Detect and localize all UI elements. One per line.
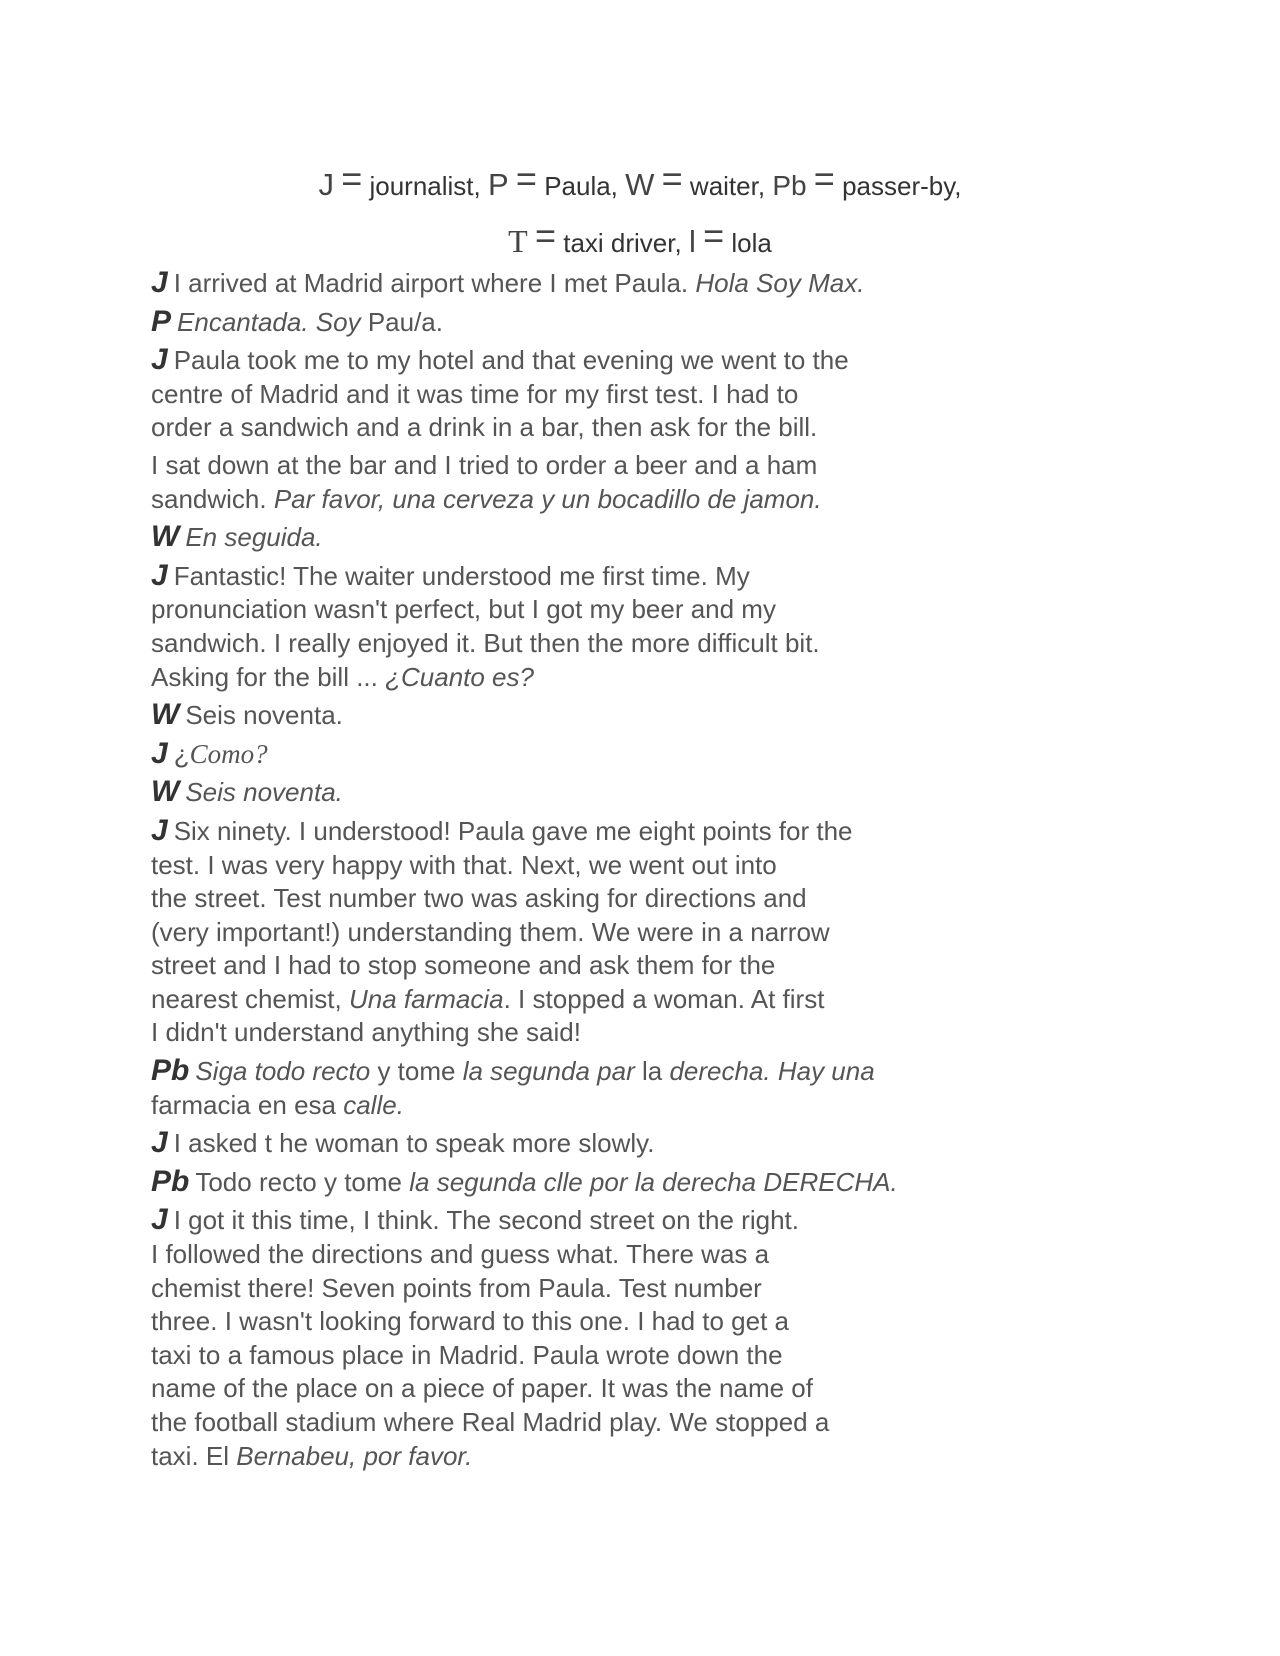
text-line	[151, 411, 1031, 445]
text-run: Seis noventa.	[185, 700, 343, 731]
text-line	[151, 983, 1031, 1017]
text-line	[151, 1054, 1031, 1089]
text-run: I didn't understand anything she said!	[151, 1017, 581, 1048]
speaker-legend-line-2	[0, 215, 1280, 261]
text-line	[151, 1089, 1031, 1123]
dialogue-turn	[151, 449, 1031, 516]
legend-equals: =	[661, 158, 683, 199]
legend-key: T	[508, 223, 528, 259]
text-line	[151, 1272, 1031, 1306]
text-run: chemist there! Seven points from Paula. Test number	[151, 1272, 762, 1303]
text-run: (very important!) understanding them. We were in a narrow	[151, 916, 830, 947]
text-line	[151, 1305, 1031, 1339]
legend-key: P	[488, 167, 509, 202]
speaker-label: Pb	[151, 1054, 190, 1088]
legend-key: Pb	[772, 170, 807, 201]
text-run: ¿	[173, 738, 190, 769]
text-line	[151, 849, 1031, 883]
legend-key: l	[688, 224, 696, 259]
text-run: three. I wasn't looking forward to this one. I had to get a	[151, 1306, 790, 1337]
text-run: Asking for the bill ...	[151, 661, 386, 692]
text-line	[151, 814, 1031, 849]
speaker-label: J	[151, 1203, 168, 1237]
text-line	[151, 916, 1031, 950]
legend-label: waiter,	[689, 171, 766, 201]
spanish-phrase: Siga todo recto	[195, 1056, 371, 1087]
text-run: I arrived at Madrid airport where I met Paula.	[173, 268, 696, 298]
text-line	[151, 1165, 1031, 1200]
spanish-phrase: En seguida.	[185, 522, 323, 553]
text-line	[151, 1238, 1031, 1272]
legend-equals: =	[341, 158, 363, 199]
dialogue-turn	[151, 559, 1031, 694]
text-line	[151, 1339, 1031, 1373]
speaker-label: J	[151, 266, 168, 299]
text-line	[151, 1016, 1031, 1050]
text-run: street and I had to stop someone and ask them for the	[151, 950, 776, 981]
text-run: test. I was very happy with that. Next, we went out into	[151, 849, 777, 880]
dialogue-turn	[151, 775, 1031, 810]
text-line	[151, 1126, 1031, 1161]
dialogue-turn	[151, 1165, 1031, 1200]
legend-equals: =	[703, 215, 725, 256]
text-line	[151, 343, 1031, 378]
spanish-phrase: la segunda par	[462, 1056, 635, 1087]
dialogue-turn	[151, 343, 1031, 445]
text-run: I followed the directions and guess what. There was a	[151, 1239, 770, 1270]
text-run: order a sandwich and a drink in a bar, then ask for the bill.	[151, 412, 818, 443]
text-run: name of the place on a piece of paper. It was the name of	[151, 1373, 813, 1404]
text-line	[151, 698, 1031, 733]
text-line	[151, 661, 1031, 695]
text-line	[151, 1372, 1031, 1406]
dialogue-turn	[151, 266, 1031, 301]
text-run: taxi. El	[151, 1440, 237, 1471]
speaker-legend-line-1	[0, 158, 1280, 204]
speaker-label: P	[151, 304, 172, 338]
text-run: pronunciation wasn't perfect, but I got my beer and my	[151, 594, 776, 625]
spanish-phrase: Como?	[189, 738, 268, 769]
text-run: Paula took me to my hotel and that evening we went to the	[173, 345, 849, 376]
dialogue-turn	[151, 520, 1031, 555]
text-line	[151, 1406, 1031, 1440]
text-run: taxi to a famous place in Madrid. Paula wrote down the	[151, 1339, 783, 1370]
text-line	[151, 775, 1031, 810]
spanish-phrase: Una farmacia	[348, 983, 504, 1014]
text-run: Six ninety. I understood! Paula gave me eight points for the	[173, 815, 853, 846]
text-line	[151, 1440, 1031, 1474]
text-run: sandwich.	[151, 483, 274, 514]
text-line	[151, 305, 1031, 340]
speaker-label: W	[151, 520, 180, 554]
speaker-label: W	[151, 775, 180, 809]
text-run: centre of Madrid and it was time for my first test. I had to	[151, 378, 799, 409]
text-run: the street. Test number two was asking for directions and	[151, 883, 807, 914]
spanish-phrase: Hola Soy Max.	[695, 268, 865, 298]
text-line	[151, 593, 1031, 627]
legend-label: lola	[731, 228, 772, 258]
legend-equals: =	[515, 158, 537, 199]
text-line	[151, 627, 1031, 661]
spanish-phrase: Seis noventa.	[185, 777, 343, 808]
text-run: la	[634, 1056, 670, 1087]
dialogue-turn	[151, 1203, 1031, 1473]
spanish-phrase: derecha. Hay una	[669, 1056, 875, 1087]
dialogue-body	[151, 266, 1031, 1477]
spanish-phrase: Encantada. Soy	[177, 306, 361, 337]
speaker-label: J	[151, 1126, 168, 1160]
speaker-label: J	[151, 813, 168, 847]
text-run: the football stadium where Real Madrid play. We stopped a	[151, 1407, 830, 1437]
speaker-label: W	[151, 698, 180, 732]
text-run: farmacia en esa	[151, 1089, 344, 1120]
dialogue-turn	[151, 1054, 1031, 1122]
legend-label: passer-by,	[842, 171, 962, 201]
spanish-phrase: la segunda clle por la derecha DERECHA.	[409, 1166, 898, 1197]
speaker-label: Pb	[151, 1164, 190, 1198]
text-line	[151, 559, 1031, 594]
text-line	[151, 483, 1031, 517]
text-run: Todo recto y tome	[195, 1166, 410, 1197]
legend-label: taxi driver,	[563, 228, 682, 258]
text-run: I asked t he woman to speak more slowly.	[173, 1128, 655, 1159]
text-line	[151, 520, 1031, 555]
spanish-phrase: Par favor, una cerveza y un bocadillo de jamon.	[273, 483, 822, 514]
speaker-label: J	[151, 736, 168, 770]
legend-equals: =	[813, 158, 835, 199]
spanish-phrase: ¿Cuanto es?	[385, 661, 534, 692]
text-run: I sat down at the bar and I tried to order a beer and a ham	[151, 449, 818, 480]
dialogue-turn	[151, 1126, 1031, 1161]
text-line	[151, 949, 1031, 983]
spanish-phrase: calle.	[343, 1089, 404, 1120]
text-line	[151, 882, 1031, 916]
legend-label: Paula,	[544, 171, 618, 201]
text-line	[151, 449, 1031, 483]
dialogue-turn	[151, 698, 1031, 733]
legend-key: J	[318, 167, 334, 202]
legend-label: journalist,	[369, 171, 481, 201]
text-run: I got it this time, I think. The second street on the right.	[173, 1205, 799, 1236]
text-line	[151, 378, 1031, 412]
legend-key: W	[625, 167, 655, 202]
text-run: Fantastic! The waiter understood me first time. My	[173, 560, 750, 591]
text-line	[151, 266, 1031, 301]
text-line	[151, 737, 1031, 772]
dialogue-turn	[151, 737, 1031, 772]
speaker-label: J	[151, 558, 168, 592]
dialogue-turn	[151, 814, 1031, 1050]
text-run: y tome	[370, 1056, 463, 1087]
text-run: sandwich. I really enjoyed it. But then the more difficult bit.	[151, 627, 820, 658]
text-run: . I stopped a woman. At first	[503, 983, 825, 1014]
legend-equals: =	[534, 215, 556, 256]
dialogue-turn	[151, 305, 1031, 340]
speaker-label: J	[151, 343, 168, 377]
text-run: nearest chemist,	[151, 983, 349, 1014]
text-line	[151, 1203, 1031, 1238]
text-run: Pau/a.	[360, 306, 443, 337]
spanish-phrase: Bernabeu, por favor.	[236, 1440, 473, 1471]
